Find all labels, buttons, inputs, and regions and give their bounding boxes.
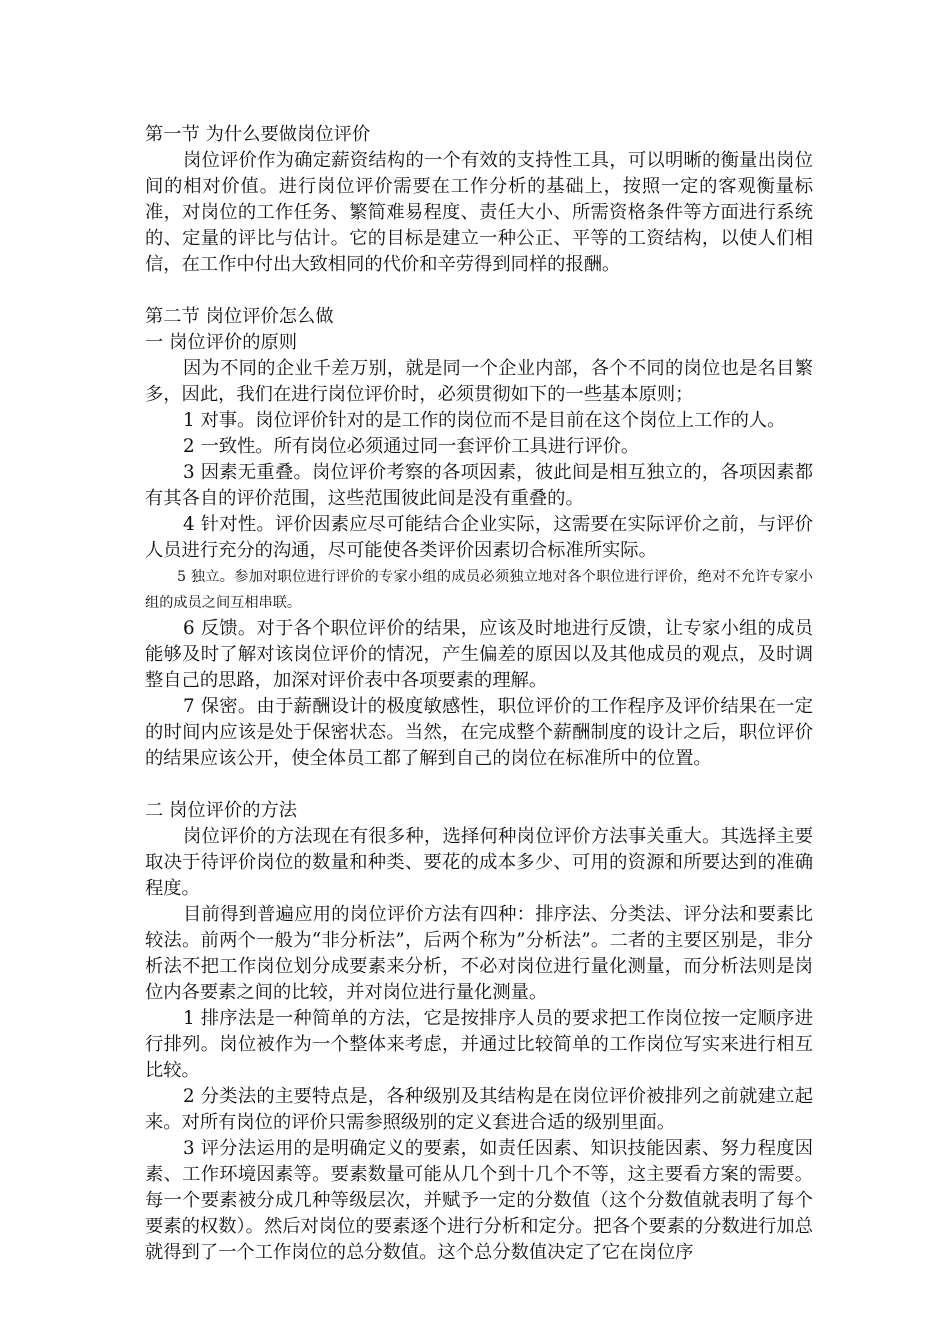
principle-item: 4 针对性。评价因素应尽可能结合企业实际，这需要在实际评价之前，与评价人员进行充分的沟通，尽可能使各类评价因素切合标准所实际。 bbox=[145, 514, 813, 561]
principles-intro: 因为不同的企业千差万别，就是同一个企业内部，各个不同的岗位也是名目繁多，因此，我们在进行岗位评价时，必须贯彻如下的一些基本原则； bbox=[145, 358, 813, 405]
principle-item: 1 对事。岗位评价针对的是工作的岗位而不是目前在这个岗位上工作的人。 bbox=[183, 410, 786, 431]
principle-item: 7 保密。由于薪酬设计的极度敏感性，职位评价的工作程序及评价结果在一定的时间内应该是处于保密状态。当然，在完成整个薪酬制度的设计之后，职位评价的结果应该公开，使全体员工都了解到自己的岗位在标准所中的位置。 bbox=[145, 696, 813, 769]
methods-heading: 二 岗位评价的方法 bbox=[145, 800, 298, 821]
methods-paragraph: 3 评分法运用的是明确定义的要素，如责任因素、知识技能因素、努力程度因素、工作环境因素等。要素数量可能从几个到十几个不等，这主要看方案的需要。每一个要素被分成几种等级层次，并赋予一定的分数值（这个分数值就表明了每个要素的权数）。然后对岗位的要素逐个进行分析和定分。把各个要素的分数进行加总就得到了一个工作岗位的总分数值。这个总分数值决定了它在岗位序 bbox=[145, 1138, 813, 1263]
principle-item: 3 因素无重叠。岗位评价考察的各项因素，彼此间是相互独立的，各项因素都有其各自的评价范围，这些范围彼此间是没有重叠的。 bbox=[145, 462, 813, 509]
section1-paragraph: 岗位评价作为确定薪资结构的一个有效的支持性工具，可以明晰的衡量出岗位间的相对价值。进行岗位评价需要在工作分析的基础上，按照一定的客观衡量标准，对岗位的工作任务、繁简难易程度、责任大小、所需资格条件等方面进行系统的、定量的评比与估计。它的目标是建立一种公正、平等的工资结构，以使人们相信，在工作中付出大致相同的代价和辛劳得到同样的报酬。 bbox=[145, 150, 813, 275]
spacer bbox=[145, 772, 813, 798]
section1-heading: 第一节 为什么要做岗位评价 bbox=[145, 124, 371, 145]
principle-item: 2 一致性。所有岗位必须通过同一套评价工具进行评价。 bbox=[183, 436, 640, 457]
methods-paragraph: 1 排序法是一种简单的方法，它是按排序人员的要求把工作岗位按一定顺序进行排列。岗位被作为一个整体来考虑，并通过比较简单的工作岗位写实来进行相互比较。 bbox=[145, 1008, 813, 1081]
document-page bbox=[145, 122, 813, 1266]
principle-item: 5 独立。参加对职位进行评价的专家小组的成员必须独立地对各个职位进行评价，绝对不允许专家小组的成员之间互相串联。 bbox=[145, 569, 813, 611]
methods-paragraph: 2 分类法的主要特点是，各种级别及其结构是在岗位评价被排列之前就建立起来。对所有岗位的评价只需参照级别的定义套进合适的级别里面。 bbox=[145, 1086, 813, 1133]
principle-item: 6 反馈。对于各个职位评价的结果，应该及时地进行反馈，让专家小组的成员能够及时了解对该岗位评价的情况，产生偏差的原因以及其他成员的观点，及时调整自己的思路，加深对评价表中各项要素的理解。 bbox=[145, 618, 813, 691]
principles-heading: 一 岗位评价的原则 bbox=[145, 332, 298, 353]
methods-paragraph: 目前得到普遍应用的岗位评价方法有四种：排序法、分类法、评分法和要素比较法。前两个一般为“非分析法”，后两个称为”分析法”。二者的主要区别是，非分析法不把工作岗位划分成要素来分析，不必对岗位进行量化测量，而分析法则是岗位内各要素之间的比较，并对岗位进行量化测量。 bbox=[145, 904, 813, 1003]
methods-paragraph: 岗位评价的方法现在有很多种，选择何种岗位评价方法事关重大。其选择主要取决于待评价岗位的数量和种类、要花的成本多少、可用的资源和所要达到的准确程度。 bbox=[145, 826, 813, 899]
section2-heading: 第二节 岗位评价怎么做 bbox=[145, 306, 334, 327]
spacer bbox=[145, 278, 813, 304]
